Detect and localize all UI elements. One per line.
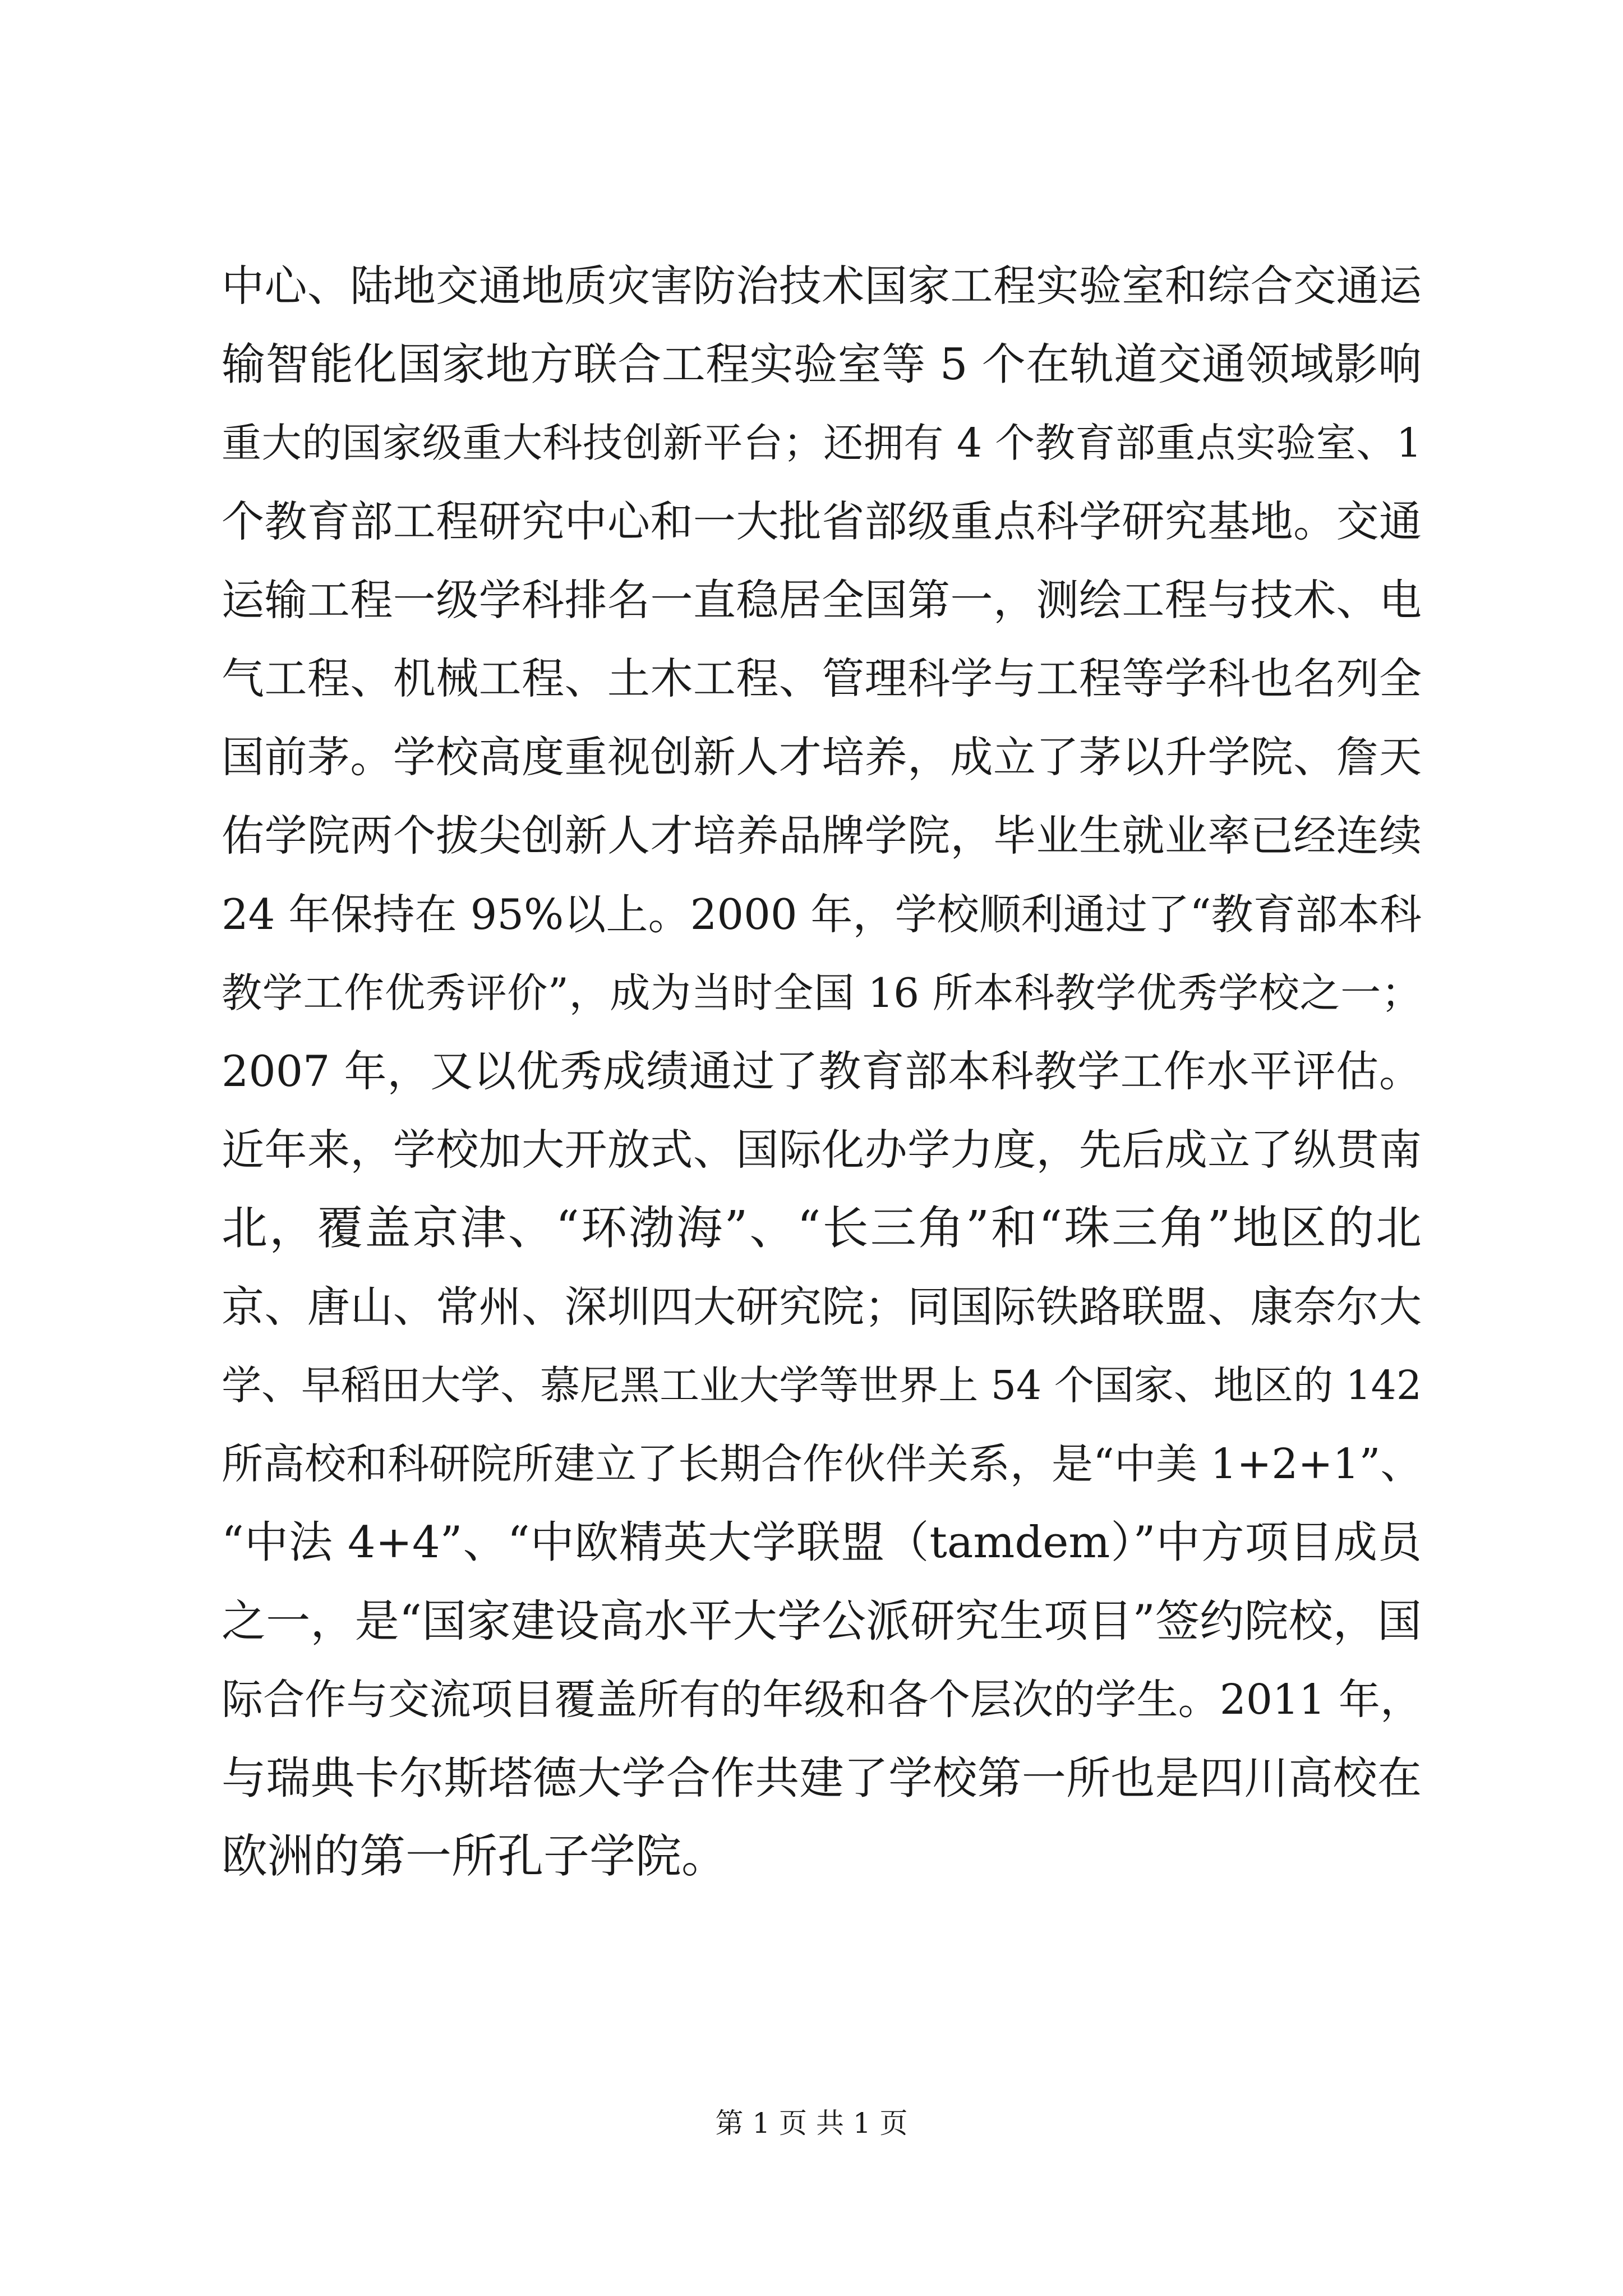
text-line: 个教育部工程研究中心和一大批省部级重点科学研究基地。交通 bbox=[222, 496, 1422, 546]
body-paragraph bbox=[222, 247, 1422, 1896]
text-line: 运输工程一级学科排名一直稳居全国第一，测绘工程与技术、电 bbox=[222, 575, 1422, 625]
text-line: 与瑞典卡尔斯塔德大学合作共建了学校第一所也是四川高校在 bbox=[222, 1752, 1422, 1804]
text-line: 之一，是“国家建设高水平大学公派研究生项目”签约院校，国 bbox=[222, 1595, 1422, 1647]
text-line: “中法 4+4”、“中欧精英大学联盟（tamdem）”中方项目成员 bbox=[222, 1517, 1422, 1568]
text-line: 中心、陆地交通地质灾害防治技术国家工程实验室和综合交通运 bbox=[222, 261, 1422, 311]
text-line: 重大的国家级重大科技创新平台；还拥有 4 个教育部重点实验室、1 bbox=[222, 420, 1422, 466]
text-line: 2007 年，又以优秀成绩通过了教育部本科教学工作水平评估。 bbox=[222, 1046, 1422, 1096]
text-line: 气工程、机械工程、土木工程、管理科学与工程等学科也名列全 bbox=[222, 654, 1422, 703]
text-line: 京、唐山、常州、深圳四大研究院；同国际铁路联盟、康奈尔大 bbox=[222, 1282, 1422, 1332]
text-line: 际合作与交流项目覆盖所有的年级和各个层次的学生。2011 年， bbox=[222, 1676, 1422, 1724]
text-line: 佑学院两个拔尖创新人才培养品牌学院，毕业生就业率已经连续 bbox=[222, 811, 1422, 861]
text-line: 学、早稻田大学、慕尼黑工业大学等世界上 54 个国家、地区的 142 bbox=[222, 1362, 1422, 1409]
text-line: 所高校和科研院所建立了长期合作伙伴关系，是“中美 1+2+1”、 bbox=[222, 1440, 1422, 1488]
text-line: 近年来，学校加大开放式、国际化办学力度，先后成立了纵贯南 bbox=[222, 1125, 1422, 1175]
text-line: 北，覆盖京津、“环渤海”、“长三角”和“珠三角”地区的北 bbox=[222, 1202, 1422, 1255]
text-line: 教学工作优秀评价”，成为当时全国 16 所本科教学优秀学校之一； bbox=[222, 969, 1422, 1016]
text-line: 国前茅。学校高度重视创新人才培养，成立了茅以升学院、詹天 bbox=[222, 732, 1422, 782]
text-line: 欧洲的第一所孔子学院。 bbox=[222, 1830, 728, 1883]
text-line: 输智能化国家地方联合工程实验室等 5 个在轨道交通领域影响 bbox=[222, 339, 1422, 390]
text-line: 24 年保持在 95%以上。2000 年，学校顺利通过了“教育部本科 bbox=[222, 890, 1422, 939]
page-footer: 第 1 页 共 1 页 bbox=[715, 2107, 908, 2139]
